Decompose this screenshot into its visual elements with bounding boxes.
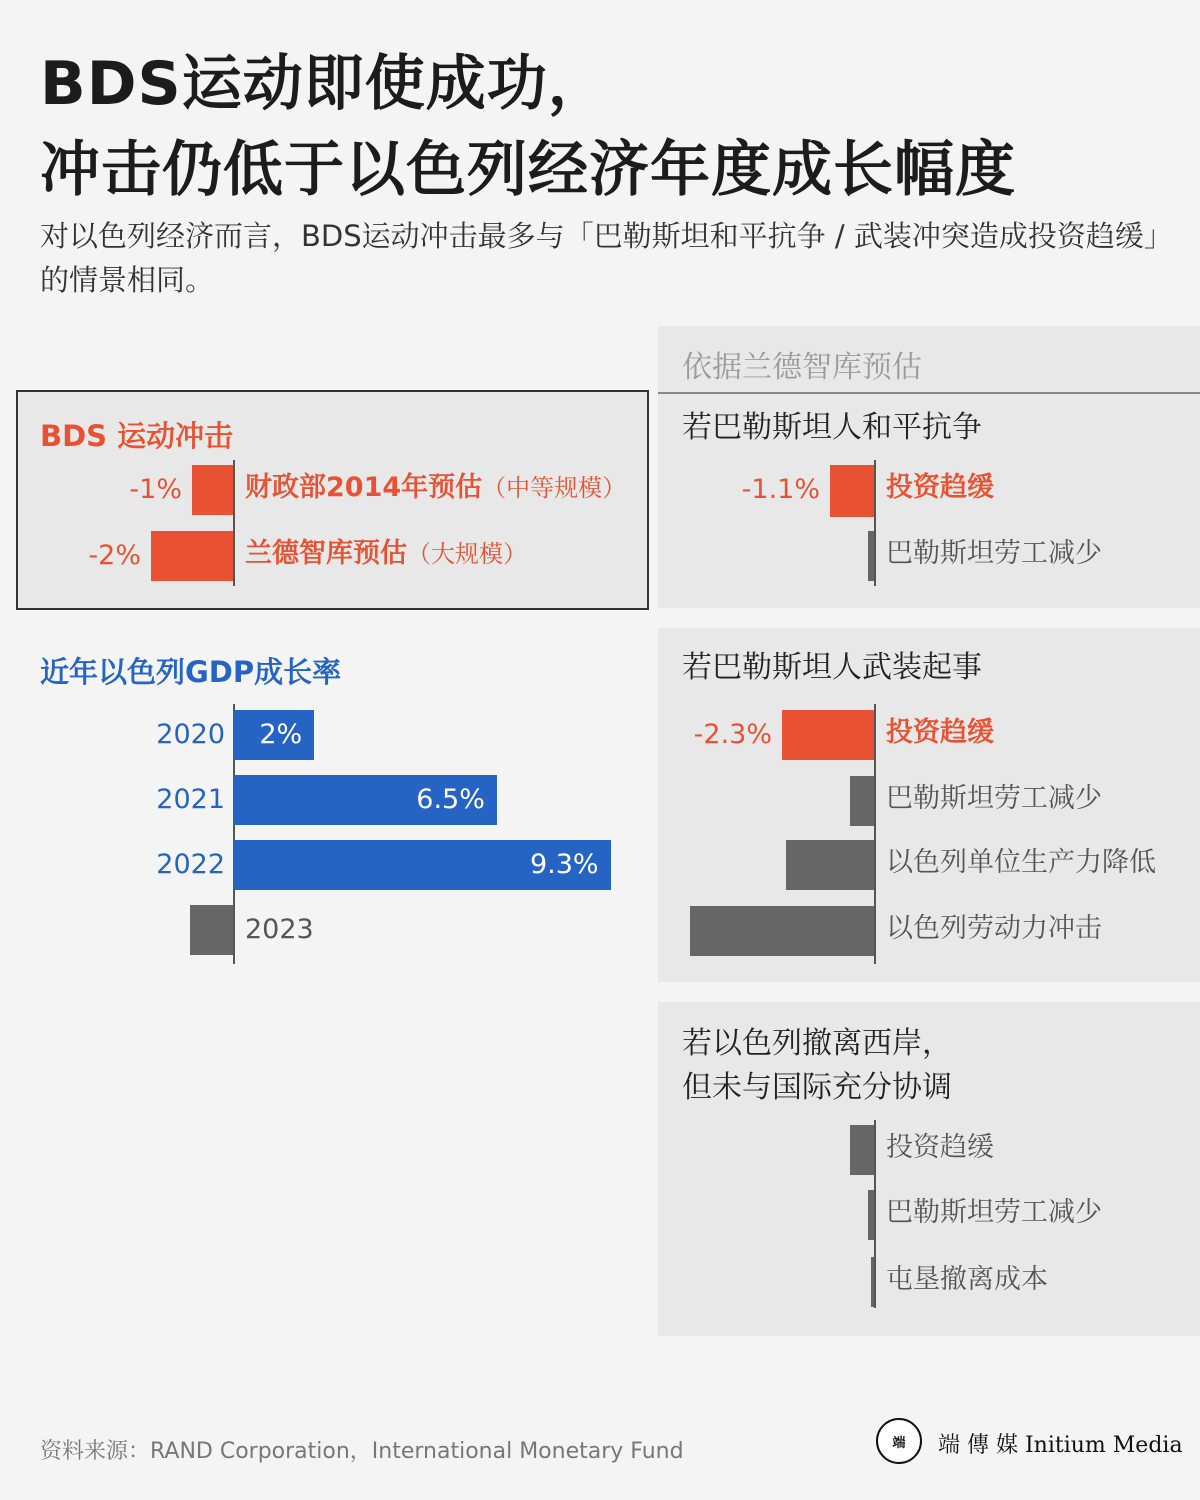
scenario-2-bar bbox=[782, 710, 874, 760]
bds-bar-note: （中等规模） bbox=[482, 474, 627, 502]
scenario-1-axis bbox=[874, 460, 876, 586]
title-line-2: 冲击仍低于以色列经济年度成长幅度 bbox=[40, 135, 1016, 205]
gdp-bar bbox=[190, 905, 233, 955]
gdp-header: 近年以色列GDP成长率 bbox=[40, 655, 342, 689]
scenario-1-bar bbox=[868, 531, 874, 581]
scenario-3-bar-label: 巴勒斯坦劳工减少 bbox=[886, 1197, 1102, 1228]
scenario-1-bar-label: 投资趋缓 bbox=[886, 472, 994, 503]
rand-header: 依据兰德智库预估 bbox=[682, 350, 922, 385]
gdp-year-label: 2022 bbox=[156, 849, 225, 880]
scenario-2-title-line: 若巴勒斯坦人武装起事 bbox=[682, 650, 982, 685]
initium-logo-text: 端 傳 媒 Initium Media bbox=[938, 1433, 1183, 1458]
scenario-2-bar bbox=[786, 840, 874, 890]
gdp-value-label: 9.3% bbox=[529, 849, 599, 880]
source-note: 资料来源：RAND Corporation，International Monetary Fund bbox=[40, 1439, 684, 1464]
scenario-1-title-line: 若巴勒斯坦人和平抗争 bbox=[682, 410, 982, 445]
scenario-2-value-label: -2.3% bbox=[693, 719, 772, 750]
scenario-3-bar bbox=[850, 1125, 874, 1175]
bds-bar-note: （大规模） bbox=[407, 540, 527, 568]
scenario-2-bar-label: 以色列单位生产力降低 bbox=[886, 847, 1156, 878]
scenario-2-bar-label: 巴勒斯坦劳工减少 bbox=[886, 783, 1102, 814]
scenario-3-bar bbox=[871, 1257, 874, 1307]
bds-bar bbox=[151, 531, 233, 581]
bds-bar-label bbox=[245, 538, 527, 570]
bds-value-label: -2% bbox=[88, 540, 141, 571]
bds-bar-name: 财政部2014年预估 bbox=[245, 472, 483, 503]
bds-bar bbox=[192, 465, 233, 515]
scenario-1-bar bbox=[830, 465, 874, 517]
bds-value-label: -1% bbox=[129, 474, 182, 505]
gdp-year-label: 2023 bbox=[245, 914, 314, 945]
rand-header-panel bbox=[658, 326, 1200, 394]
bds-header: BDS 运动冲击 bbox=[40, 419, 234, 453]
bds-bar-label bbox=[245, 472, 626, 504]
scenario-2-bar bbox=[690, 906, 874, 956]
scenario-3-bar-label: 屯垦撤离成本 bbox=[886, 1264, 1048, 1295]
subtitle: 对以色列经济而言，BDS运动冲击最多与「巴勒斯坦和平抗争 / 武装冲突造成投资趋缓」的情景相同。 bbox=[40, 219, 1159, 297]
gdp-year-label: 2020 bbox=[156, 719, 225, 750]
gdp-value-label: 2% bbox=[259, 719, 303, 750]
scenario-3-axis bbox=[874, 1120, 876, 1308]
scenario-2-bar-label: 以色列劳动力冲击 bbox=[886, 913, 1102, 944]
scenario-1-value-label: -1.1% bbox=[741, 474, 820, 505]
scenario-3-title-line-2: 但未与国际充分协调 bbox=[682, 1070, 952, 1105]
scenario-3-title bbox=[682, 1022, 952, 1110]
scenario-2-bar-label: 投资趋缓 bbox=[886, 717, 994, 748]
initium-logo-icon: 端 bbox=[876, 1418, 922, 1464]
gdp-year-label: 2021 bbox=[156, 784, 225, 815]
gdp-value-label: 6.5% bbox=[416, 784, 485, 815]
scenario-3-bar bbox=[868, 1190, 874, 1240]
bds-bar-name: 兰德智库预估 bbox=[245, 538, 407, 569]
scenario-2-bar bbox=[850, 776, 874, 826]
scenario-3-title-line-1: 若以色列撤离西岸， bbox=[682, 1026, 952, 1061]
scenario-1-bar-label: 巴勒斯坦劳工减少 bbox=[886, 538, 1102, 569]
scenario-2-axis bbox=[874, 704, 876, 964]
scenario-2-title bbox=[682, 646, 982, 690]
title-line-1: BDS运动即使成功， bbox=[40, 49, 609, 119]
bds-axis bbox=[233, 460, 235, 586]
scenario-3-bar-label: 投资趋缓 bbox=[886, 1132, 994, 1163]
scenario-1-title bbox=[682, 406, 982, 450]
